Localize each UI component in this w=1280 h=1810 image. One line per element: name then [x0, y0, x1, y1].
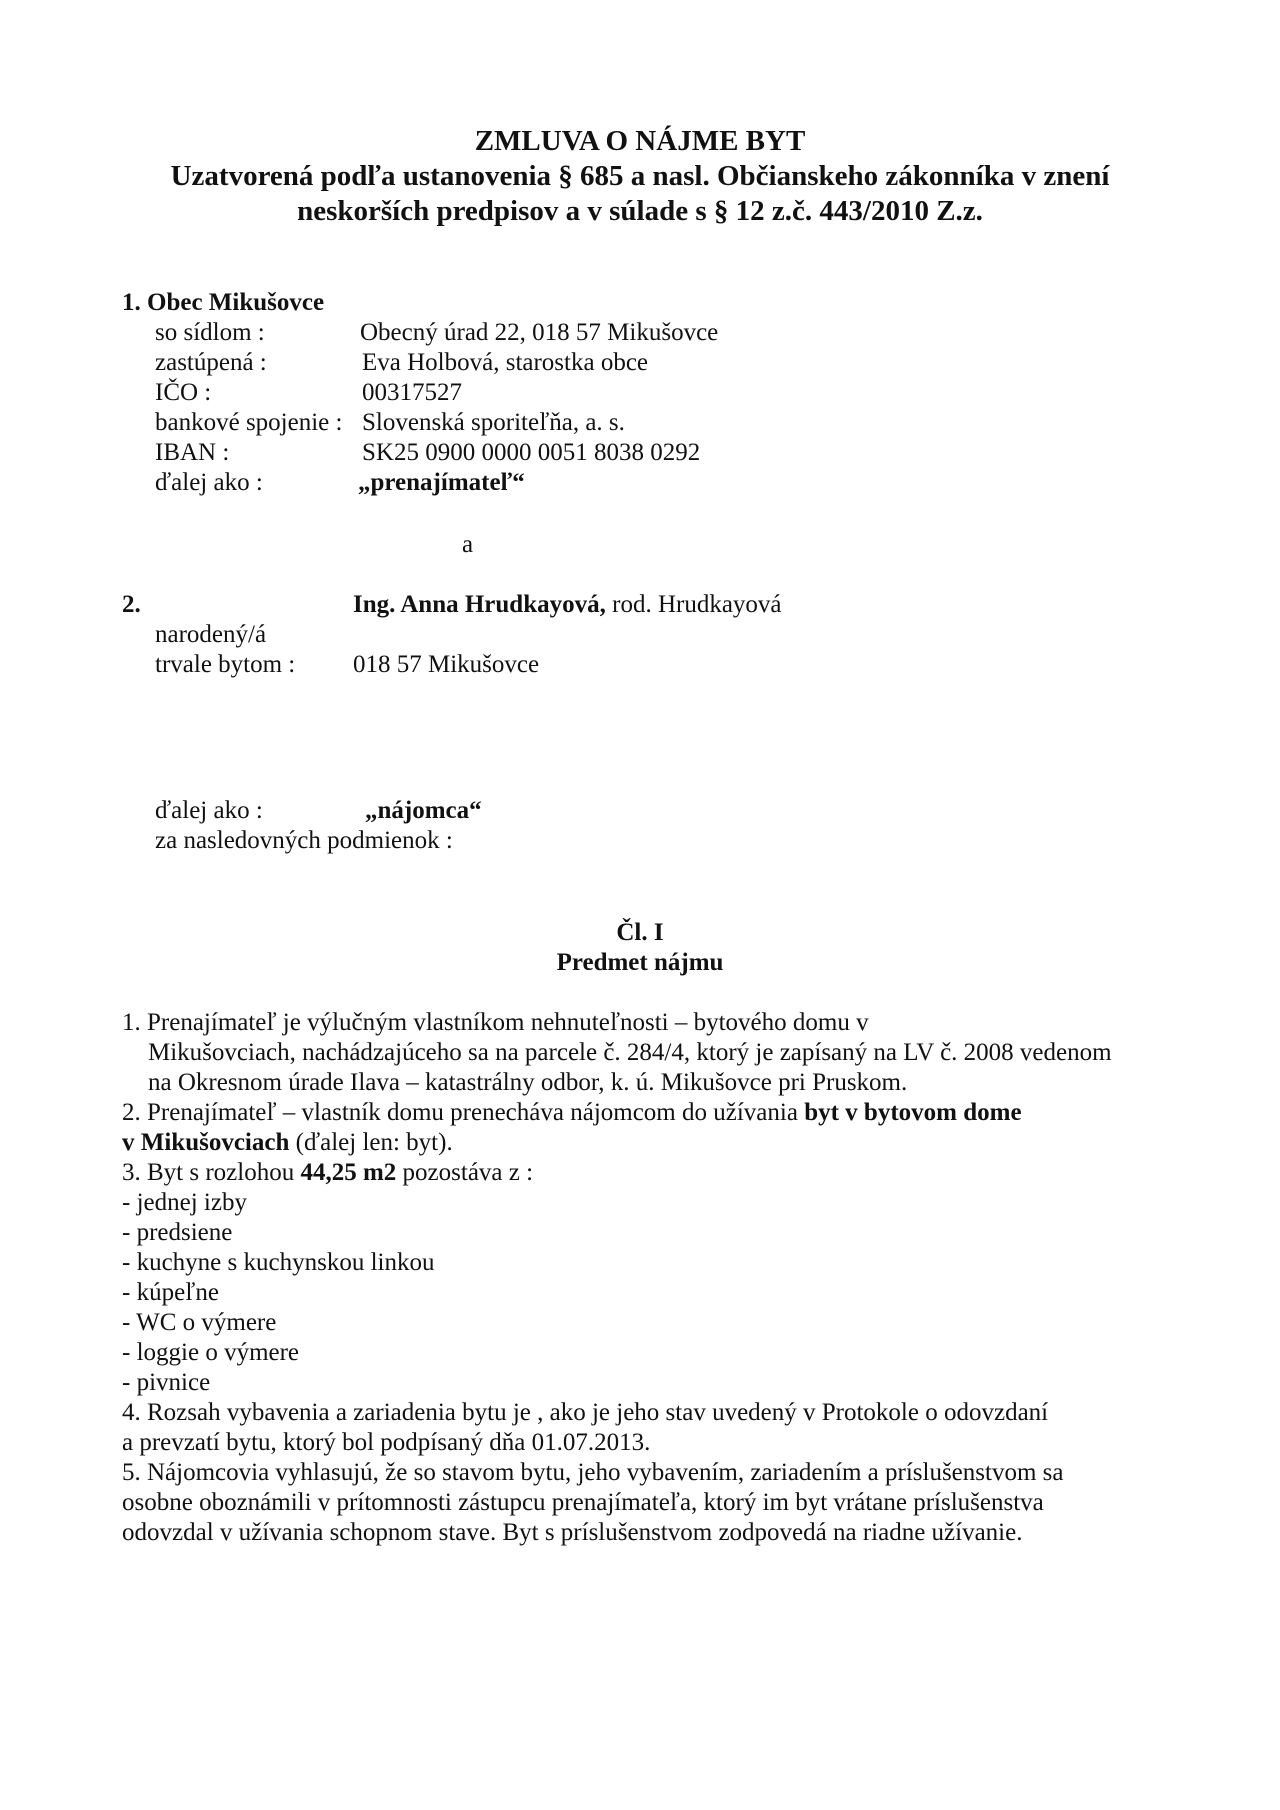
room-item: - jednej izby: [122, 1189, 247, 1216]
party1-alias-value: „prenajímateľ“: [358, 469, 525, 496]
party1-ico-label: IČO :: [155, 379, 212, 406]
article-p1-line1: 1. Prenajímateľ je výlučným vlastníkom nehnuteľnosti – bytového domu v: [122, 1009, 869, 1036]
conjunction: a: [462, 531, 474, 558]
article-p4-line2: a prevzatí bytu, ktorý bol podpísaný dňa 01.07.2013.: [122, 1429, 651, 1456]
article-p3-c: pozostáva z :: [396, 1159, 534, 1186]
party2-name-bold: Ing. Anna Hrudkayová,: [353, 591, 606, 618]
party2-conditions: za nasledovných podmienok :: [155, 827, 453, 854]
party2-residence-label: trvale bytom :: [155, 651, 296, 678]
article-p2-rest: (ďalej len: byt).: [289, 1129, 453, 1156]
article-p1-line3: na Okresnom úrade Ilava – katastrálny odbor, k. ú. Mikušovce pri Pruskom.: [148, 1069, 908, 1096]
article-title: Predmet nájmu: [556, 949, 724, 976]
room-item: - kúpeľne: [122, 1279, 219, 1306]
title-line-2: Uzatvorená podľa ustanovenia § 685 a nasl. Občianskeho zákonníka v znení: [170, 160, 1110, 192]
article-p5-line2: osobne oboznámili v prítomnosti zástupcu prenajímateľa, ktorý im byt vrátane príslušenstva: [122, 1489, 1044, 1516]
article-p2-place: v Mikušovciach: [122, 1129, 290, 1156]
article-p2-text: 2. Prenajímateľ – vlastník domu prenecháva nájomcom do užívania: [122, 1099, 805, 1126]
article-p5-line3: odovzdal v užívania schopnom stave. Byt s príslušenstvom zodpovedá na riadne užívanie.: [122, 1519, 1023, 1546]
room-item: - pivnice: [122, 1369, 211, 1396]
title-line-1: ZMLUVA O NÁJME BYT: [474, 125, 806, 157]
party1-seat-value: Obecný úrad 22, 018 57 Mikušovce: [360, 319, 719, 346]
party2-name-rest: rod. Hrudkayová: [605, 591, 782, 618]
room-item: - predsiene: [122, 1219, 233, 1246]
article-p2-line1: [122, 1098, 1022, 1128]
party2-born-label: narodený/á: [155, 621, 267, 648]
article-p5-line1: 5. Nájomcovia vyhlasujú, že so stavom bytu, jeho vybavením, zariadením a príslušenstvom sa: [122, 1459, 1064, 1486]
party1-alias-label: ďalej ako :: [155, 469, 263, 496]
party1-bank-value: Slovenská sporiteľňa, a. s.: [362, 409, 625, 436]
title-line-3: neskorších predpisov a v súlade s § 12 z.č. 443/2010 Z.z.: [297, 195, 983, 227]
room-item: - WC o výmere: [122, 1309, 277, 1336]
party1-iban-value: SK25 0900 0000 0051 8038 0292: [362, 439, 701, 466]
document-title: [100, 124, 1180, 229]
room-item: - loggie o výmere: [122, 1339, 300, 1366]
party1-iban-label: IBAN :: [155, 439, 230, 466]
article-number: Čl. I: [616, 919, 664, 946]
party1-rep-value: Eva Holbová, starostka obce: [362, 349, 649, 376]
party1-bank-label: bankové spojenie :: [155, 409, 343, 436]
article-p3: [122, 1158, 533, 1188]
article-p4-line1: 4. Rozsah vybavenia a zariadenia bytu je , ako je jeho stav uvedený v Protokole o odovzdaní: [122, 1399, 1049, 1426]
article-p3-area: 44,25 m2: [300, 1159, 397, 1186]
article-p1-line2: Mikušovciach, nachádzajúceho sa na parcele č. 284/4, ktorý je zapísaný na LV č. 2008 vedenom: [148, 1039, 1112, 1066]
party1-rep-label: zastúpená :: [155, 349, 267, 376]
party1-seat-label: so sídlom :: [155, 319, 265, 346]
party2-alias-value: „nájomca“: [365, 797, 482, 824]
party1-ico-value: 00317527: [362, 379, 462, 406]
party2-alias-label: ďalej ako :: [155, 797, 263, 824]
party1-heading: 1. Obec Mikušovce: [122, 289, 325, 316]
article-p2-line2: [122, 1128, 453, 1158]
room-item: - kuchyne s kuchynskou linkou: [122, 1249, 435, 1276]
article-p3-a: 3. Byt s rozlohou: [122, 1159, 301, 1186]
article-p2-bold: byt v bytovom dome: [804, 1099, 1022, 1126]
party2-residence-value: 018 57 Mikušovce: [353, 651, 540, 678]
party2-number: 2.: [122, 591, 141, 618]
party2-name: [353, 590, 782, 620]
